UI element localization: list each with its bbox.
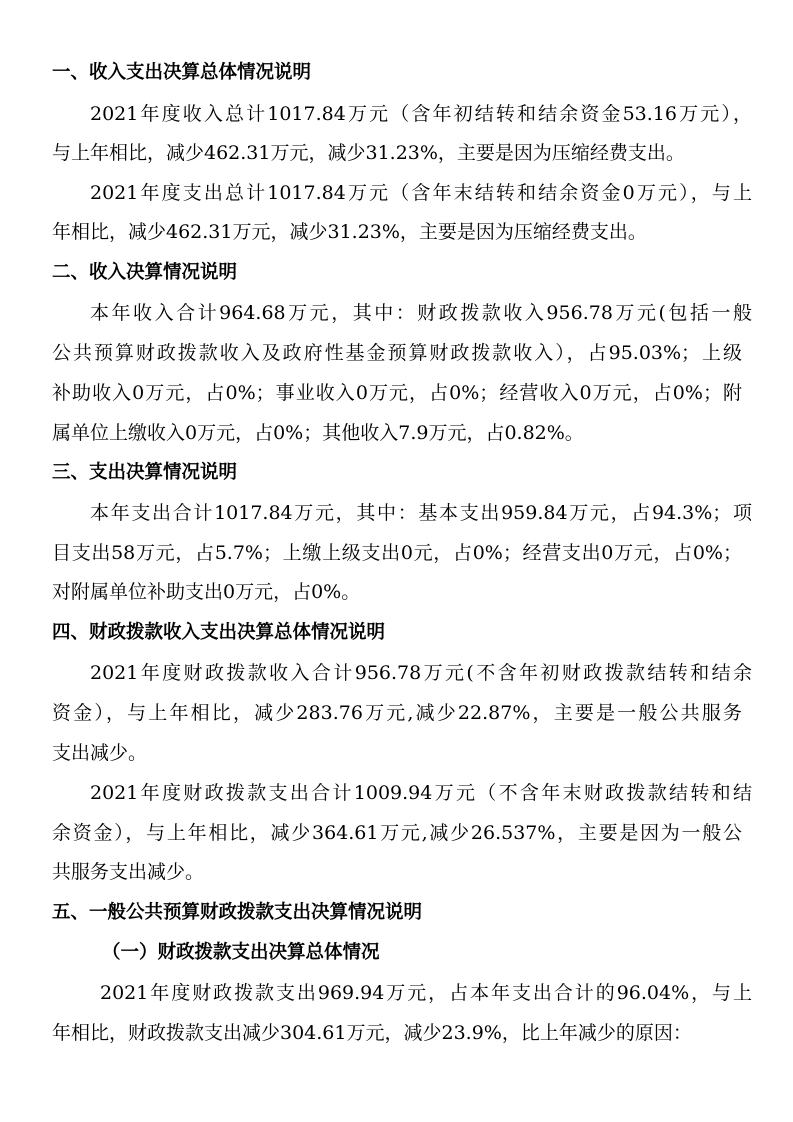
paragraph-line: 本年收入合计964.68万元，其中：财政拨款收入956.78万元(包括一般 <box>90 302 752 324</box>
paragraph-line: 补助收入0万元，占0%；事业收入0万元，占0%；经营收入0万元，占0%；附 <box>52 382 742 404</box>
subsection-heading: （一）财政拨款支出决算总体情况 <box>102 942 380 963</box>
section-heading-1: 一、收入支出决算总体情况说明 <box>52 62 312 83</box>
paragraph-line: 资金），与上年相比，减少283.76万元,减少22.87%，主要是一般公共服务 <box>52 702 742 724</box>
paragraph-line: 2021年度财政拨款支出969.94万元，占本年支出合计的96.04%，与上 <box>100 982 752 1004</box>
paragraph-line: 与上年相比，减少462.31万元，减少31.23%，主要是因为压缩经费支出。 <box>52 142 685 164</box>
paragraph-line: 2021年度收入总计1017.84万元（含年初结转和结余资金53.16万元）， <box>90 103 752 125</box>
paragraph-line: 对附属单位补助支出0万元，占0%。 <box>52 581 361 603</box>
section-heading-5: 五、一般公共预算财政拨款支出决算情况说明 <box>52 902 423 923</box>
paragraph-line: 目支出58万元，占5.7%；上缴上级支出0元，占0%；经营支出0万元，占0%； <box>52 542 742 564</box>
paragraph-line: 年相比，减少462.31万元，减少31.23%，主要是因为压缩经费支出。 <box>52 221 647 243</box>
paragraph-line: 属单位上缴收入0万元，占0%；其他收入7.9万元，占0.82%。 <box>52 422 584 444</box>
paragraph-line: 共服务支出减少。 <box>52 861 205 883</box>
paragraph-line: 2021年度财政拨款支出合计1009.94万元（不含年末财政拨款结转和结 <box>90 782 752 804</box>
paragraph-line: 本年支出合计1017.84万元，其中：基本支出959.84万元，占94.3%；项 <box>90 502 752 524</box>
section-heading-2: 二、收入决算情况说明 <box>52 262 238 283</box>
paragraph-line: 公共预算财政拨款收入及政府性基金预算财政拨款收入），占95.03%；上级 <box>52 342 742 364</box>
paragraph-line: 年相比，财政拨款支出减少304.61万元，减少23.9%，比上年减少的原因： <box>52 1022 692 1044</box>
paragraph-line: 余资金），与上年相比，减少364.61万元,减少26.537%，主要是因为一般公 <box>52 822 742 844</box>
paragraph-line: 2021年度支出总计1017.84万元（含年末结转和结余资金0万元），与上 <box>90 182 752 204</box>
paragraph-line: 支出减少。 <box>52 742 148 764</box>
paragraph-line: 2021年度财政拨款收入合计956.78万元(不含年初财政拨款结转和结余 <box>90 662 752 684</box>
section-heading-3: 三、支出决算情况说明 <box>52 462 238 483</box>
section-heading-4: 四、财政拨款收入支出决算总体情况说明 <box>52 622 386 643</box>
